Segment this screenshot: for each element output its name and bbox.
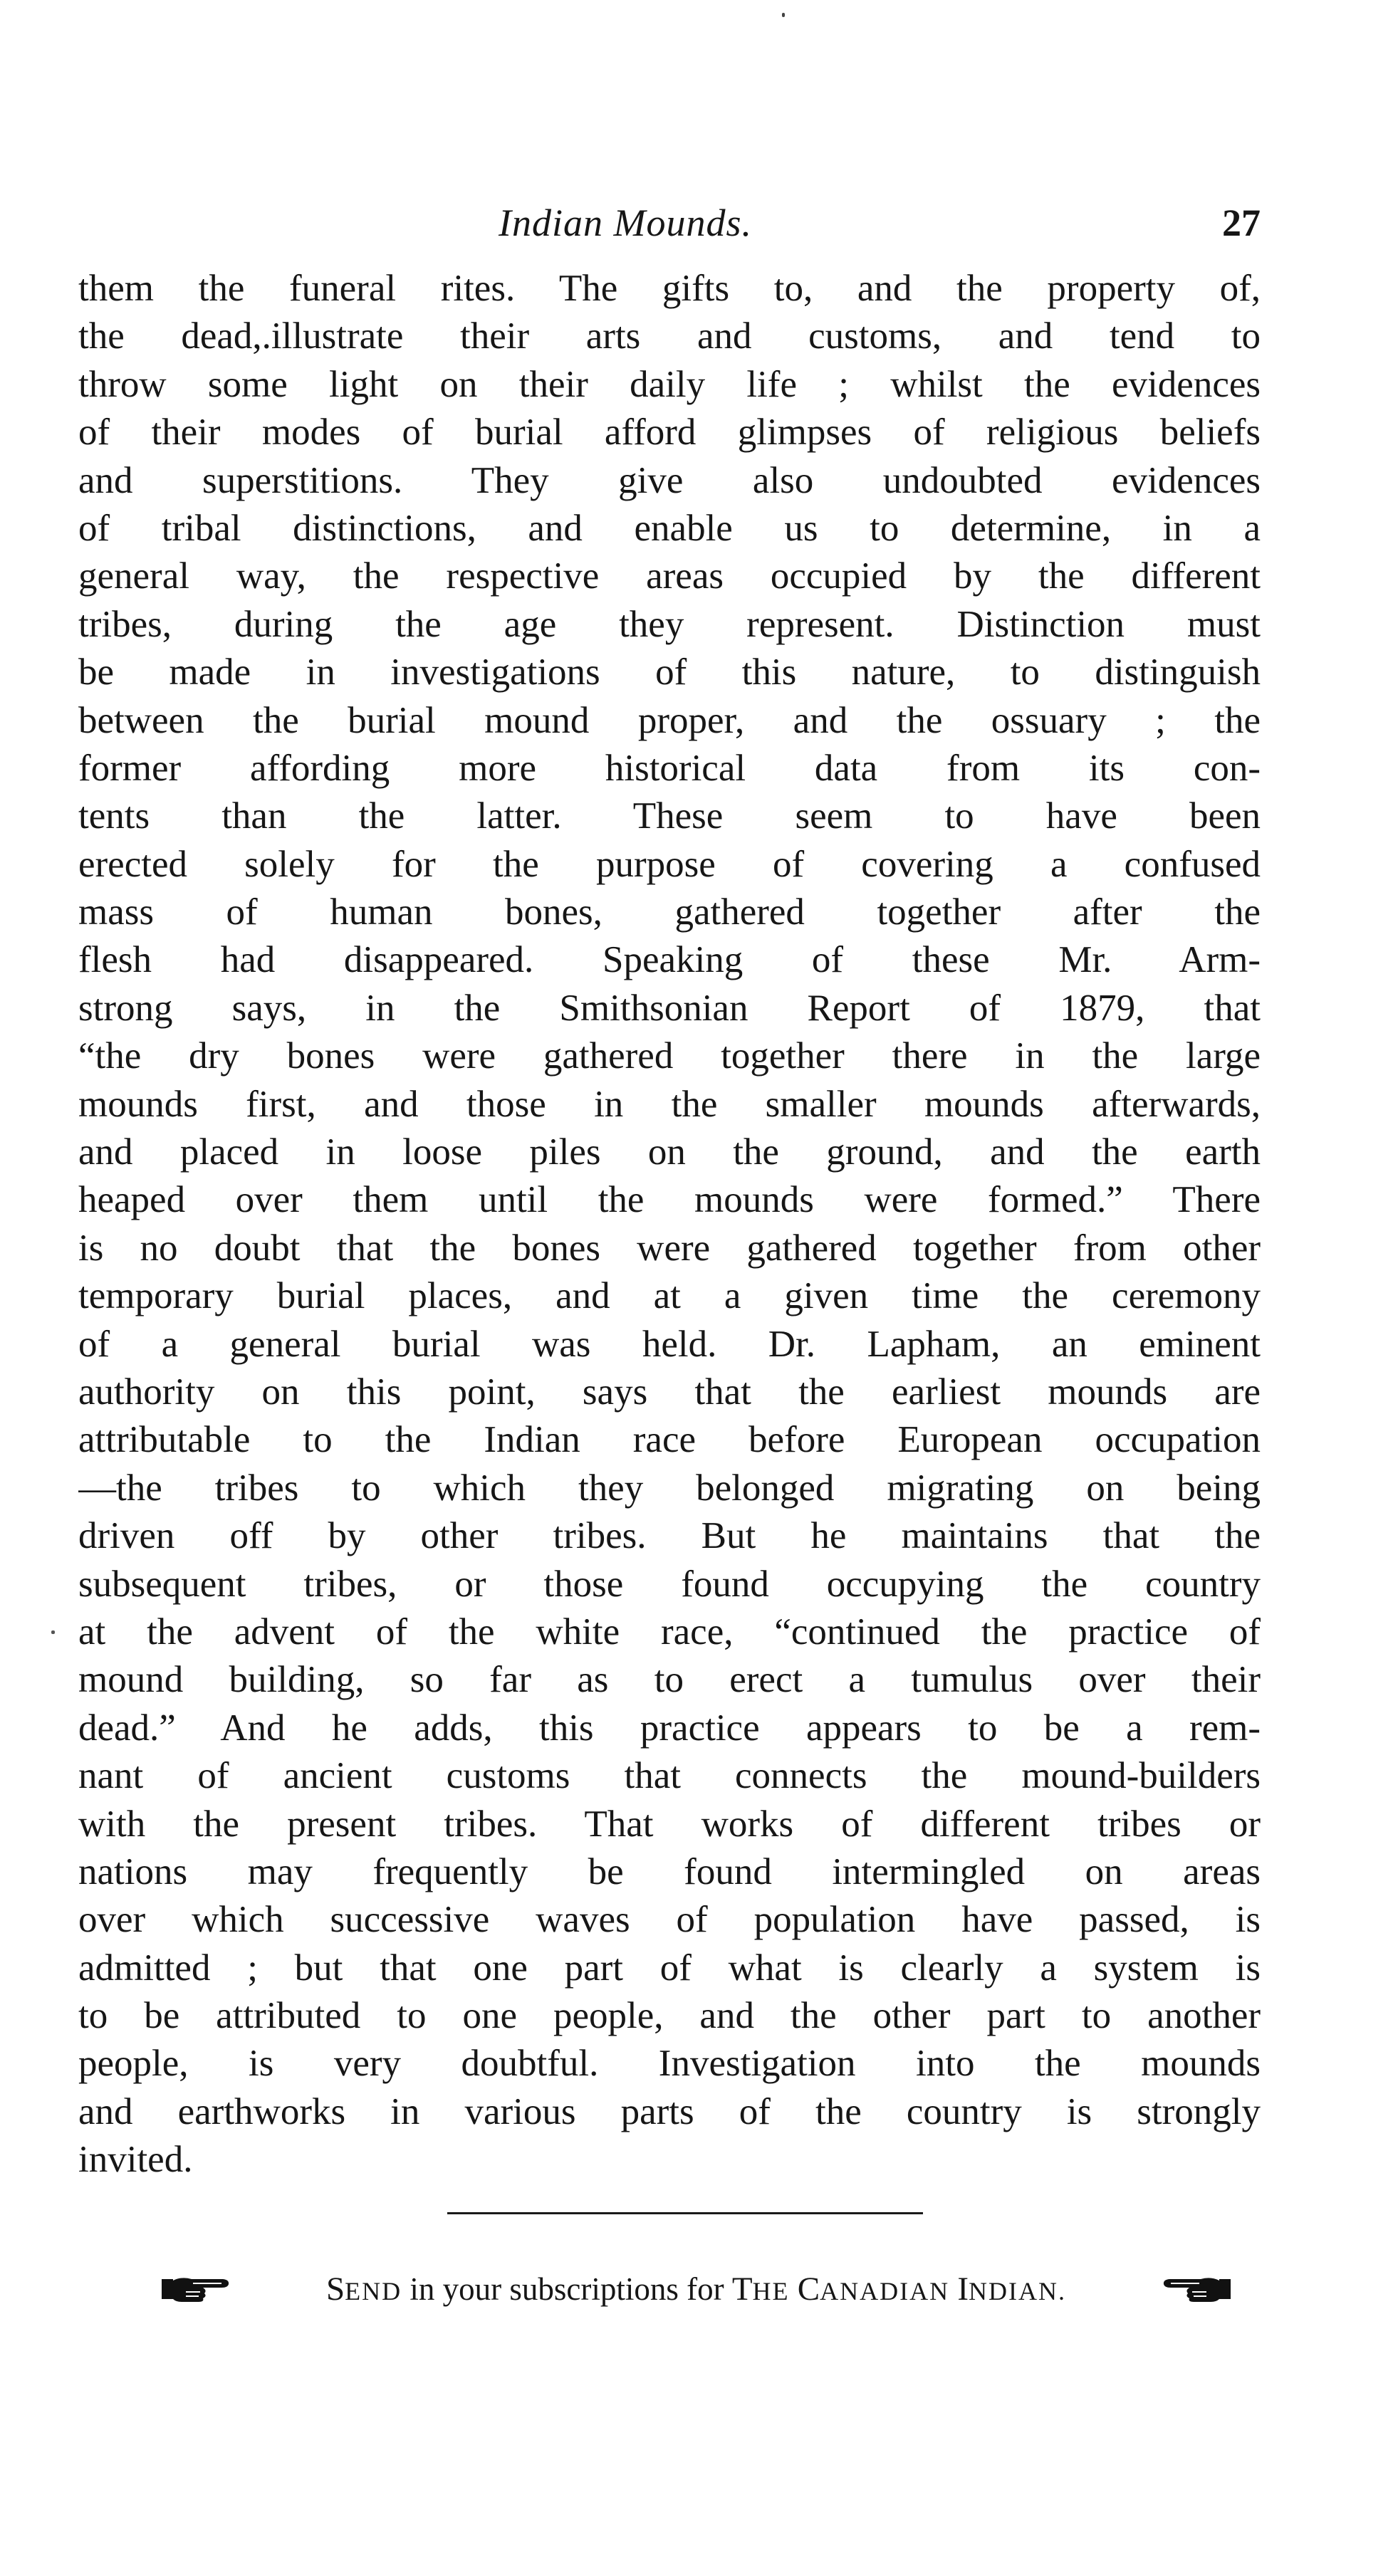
text-line: driven off by other tribes. But he maintains that the — [78, 1515, 1261, 1557]
body-text — [78, 265, 1261, 2184]
notice-word-canadian-rest: ANADIAN — [820, 2277, 950, 2305]
text-line: strong says, in the Smithsonian Report of 1879, that — [78, 987, 1261, 1029]
text-line: subsequent tribes, or those found occupying the country — [78, 1563, 1261, 1605]
text-line: throw some light on their daily life ; whilst the evidences — [78, 363, 1261, 405]
text-line: heaped over them until the mounds were formed.” There — [78, 1179, 1261, 1221]
text-line: mound building, so far as to erect a tumulus over their — [78, 1659, 1261, 1701]
text-line: people, is very doubtful. Investigation into the mounds — [78, 2043, 1261, 2085]
page-number: 27 — [1222, 201, 1261, 244]
text-line: tribes, during the age they represent. Distinction must — [78, 603, 1261, 645]
text-line: invited. — [78, 2139, 193, 2181]
text-line: to be attributed to one people, and the other part to another — [78, 1995, 1261, 2037]
text-line: of tribal distinctions, and enable us to determine, in a — [78, 507, 1261, 549]
print-speck — [51, 1630, 55, 1634]
text-line: attributable to the Indian race before European occupation — [78, 1419, 1261, 1461]
text-line: nations may frequently be found intermingled on areas — [78, 1850, 1261, 1892]
text-line: at the advent of the white race, “continued the practice of — [78, 1611, 1261, 1653]
text-line: tents than the latter. These seem to have been — [78, 795, 1261, 837]
text-line: the dead,.illustrate their arts and customs, and tend to — [78, 315, 1261, 357]
text-line: temporary burial places, and at a given time the ceremony — [78, 1275, 1261, 1317]
text-line: authority on this point, says that the earliest mounds are — [78, 1371, 1261, 1413]
notice-text — [231, 2270, 1161, 2308]
text-line: “the dry bones were gathered together there in the large — [78, 1035, 1261, 1077]
page-header — [78, 201, 1261, 258]
text-line: between the burial mound proper, and the ossuary ; the — [78, 699, 1261, 741]
text-line: flesh had disappeared. Speaking of these Mr. Arm- — [78, 939, 1261, 981]
notice-word-the-initial: T — [731, 2271, 753, 2308]
notice-word-send-initial: S — [325, 2271, 345, 2308]
text-line: former affording more historical data from its con- — [78, 747, 1261, 789]
text-line: mass of human bones, gathered together after the — [78, 891, 1261, 933]
text-line: admitted ; but that one part of what is clearly a system is — [78, 1947, 1261, 1989]
text-line: and earthworks in various parts of the country is strongly — [78, 2090, 1261, 2132]
running-title: Indian Mounds. — [499, 201, 752, 244]
text-line: over which successive waves of population have passed, is — [78, 1899, 1261, 1941]
text-line: be made in investigations of this nature, to distinguish — [78, 651, 1261, 693]
text-line: is no doubt that the bones were gathered together from other — [78, 1227, 1261, 1269]
text-line: general way, the respective areas occupied by the different — [78, 555, 1261, 597]
notice-word-send-rest: END — [345, 2277, 402, 2305]
pointing-hand-right-icon — [160, 2273, 231, 2305]
text-line: —the tribes to which they belonged migrating on being — [78, 1467, 1261, 1509]
notice-word-canadian-initial: C — [797, 2271, 820, 2308]
text-line: nant of ancient customs that connects the mound-builders — [78, 1755, 1261, 1797]
subscription-notice — [160, 2264, 1232, 2314]
notice-word-the-rest: HE — [752, 2277, 790, 2305]
text-line: erected solely for the purpose of covering a confused — [78, 843, 1261, 885]
notice-word-indian-initial: I — [957, 2271, 969, 2308]
text-line: dead.” And he adds, this practice appears to be a rem- — [78, 1707, 1261, 1749]
print-speck — [782, 13, 785, 17]
text-line: and placed in loose piles on the ground, and the earth — [78, 1131, 1261, 1173]
text-line: them the funeral rites. The gifts to, and the property of, — [78, 268, 1261, 309]
text-line: of their modes of burial afford glimpses of religious beliefs — [78, 412, 1261, 454]
text-line: and superstitions. They give also undoubted evidences — [78, 459, 1261, 501]
section-divider — [447, 2212, 923, 2214]
text-line: mounds first, and those in the smaller mounds afterwards, — [78, 1083, 1261, 1125]
text-line: of a general burial was held. Dr. Lapham, an eminent — [78, 1323, 1261, 1365]
notice-middle: in your subscriptions for — [402, 2271, 732, 2307]
notice-word-indian-rest: NDIAN. — [969, 2277, 1067, 2305]
text-line: with the present tribes. That works of different tribes or — [78, 1803, 1261, 1845]
pointing-hand-left-icon — [1161, 2273, 1232, 2305]
